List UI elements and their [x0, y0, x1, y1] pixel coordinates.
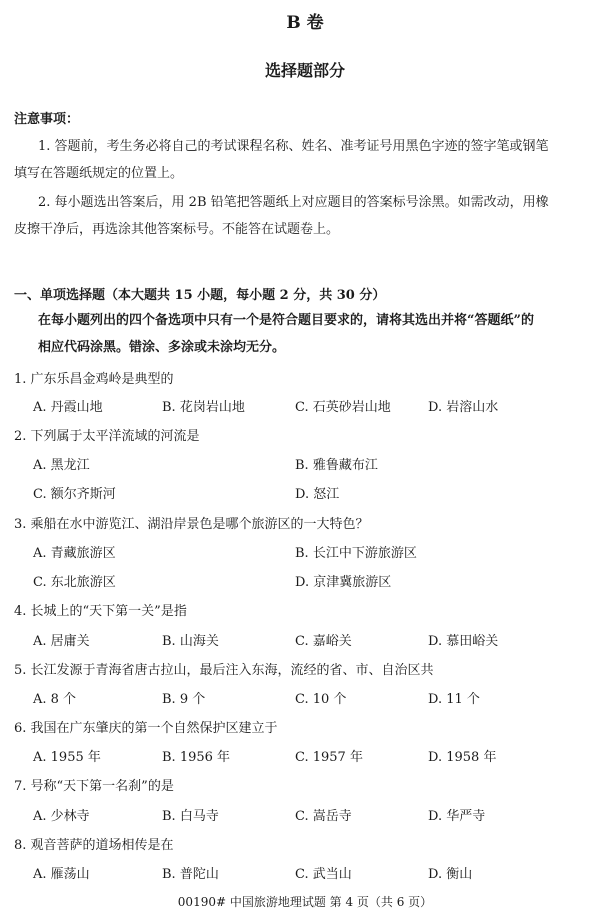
notice-item-1: 1. 答题前，考生务必将自己的考试课程名称、姓名、准考证号用黑色字迹的签字笔或钢笔: [38, 139, 549, 154]
option-d: D. 岩溶山水: [428, 400, 499, 415]
option-d: D. 11 个: [428, 692, 480, 707]
option-d: D. 京津冀旅游区: [295, 575, 392, 590]
option-b: B. 普陀山: [162, 867, 219, 882]
option-c: C. 武当山: [295, 867, 352, 882]
notice-item-2: 2. 每小题选出答案后，用 2B 铅笔把答题纸上对应题目的答案标号涂黑。如需改动，用橡: [38, 195, 549, 210]
question-stem: 5. 长江发源于青海省唐古拉山，最后注入东海，流经的省、市、自治区共: [14, 663, 434, 678]
option-a: A. 少林寺: [33, 809, 90, 824]
option-c: C. 1957 年: [295, 750, 363, 765]
notice-item-1-cont: 填写在答题纸规定的位置上。: [14, 166, 184, 181]
option-d: D. 华严寺: [428, 809, 486, 824]
option-a: A. 青藏旅游区: [33, 546, 116, 561]
option-a: A. 居庸关: [33, 634, 90, 649]
question-stem: 2. 下列属于太平洋流域的河流是: [14, 429, 200, 444]
question-stem: 4. 长城上的“天下第一关”是指: [14, 604, 187, 619]
question-stem: 7. 号称“天下第一名刹”的是: [14, 779, 174, 794]
option-b: B. 白马寺: [162, 809, 219, 824]
option-b: B. 1956 年: [162, 750, 231, 765]
notice-item-2-cont: 皮擦干净后，再选涂其他答案标号。不能答在试题卷上。: [14, 222, 340, 237]
option-a: A. 黑龙江: [33, 458, 90, 473]
option-b: B. 长江中下游旅游区: [295, 546, 417, 561]
question-stem: 1. 广东乐昌金鸡岭是典型的: [14, 372, 174, 387]
option-c: C. 嵩岳寺: [295, 809, 352, 824]
section-title: 选择题部分: [264, 61, 345, 80]
option-c: C. 额尔齐斯河: [33, 487, 116, 502]
option-d: D. 1958 年: [428, 750, 497, 765]
option-d: D. 衡山: [428, 867, 473, 882]
question-stem: 3. 乘船在水中游览江、湖沿岸景色是哪个旅游区的一大特色？: [14, 517, 369, 532]
option-a: A. 丹霞山地: [33, 400, 103, 415]
question-stem: 6. 我国在广东肇庆的第一个自然保护区建立于: [14, 721, 278, 736]
option-a: A. 雁荡山: [33, 867, 90, 882]
volume-title: B 卷: [286, 13, 324, 33]
option-b: B. 花岗岩山地: [162, 400, 245, 415]
question-stem: 8. 观音菩萨的道场相传是在: [14, 838, 174, 853]
option-b: B. 9 个: [162, 692, 206, 707]
option-c: C. 石英砂岩山地: [295, 400, 391, 415]
option-d: D. 慕田峪关: [428, 634, 499, 649]
part1-heading: 一、单项选择题（本大题共 15 小题，每小题 2 分，共 30 分）: [14, 288, 386, 303]
option-c: C. 10 个: [295, 692, 347, 707]
notice-heading: 注意事项：: [14, 112, 80, 127]
option-d: D. 怒江: [295, 487, 340, 502]
option-a: A. 8 个: [33, 692, 77, 707]
option-b: B. 山海关: [162, 634, 219, 649]
page-footer: 00190# 中国旅游地理试题 第 4 页（共 6 页）: [177, 895, 433, 909]
part1-instructions-cont: 相应代码涂黑。错涂、多涂或未涂均无分。: [38, 340, 286, 355]
option-c: C. 东北旅游区: [33, 575, 116, 590]
part1-instructions: 在每小题列出的四个备选项中只有一个是符合题目要求的，请将其选出并将“答题纸”的: [38, 313, 534, 328]
option-a: A. 1955 年: [33, 750, 101, 765]
option-b: B. 雅鲁藏布江: [295, 458, 378, 473]
option-c: C. 嘉峪关: [295, 634, 352, 649]
